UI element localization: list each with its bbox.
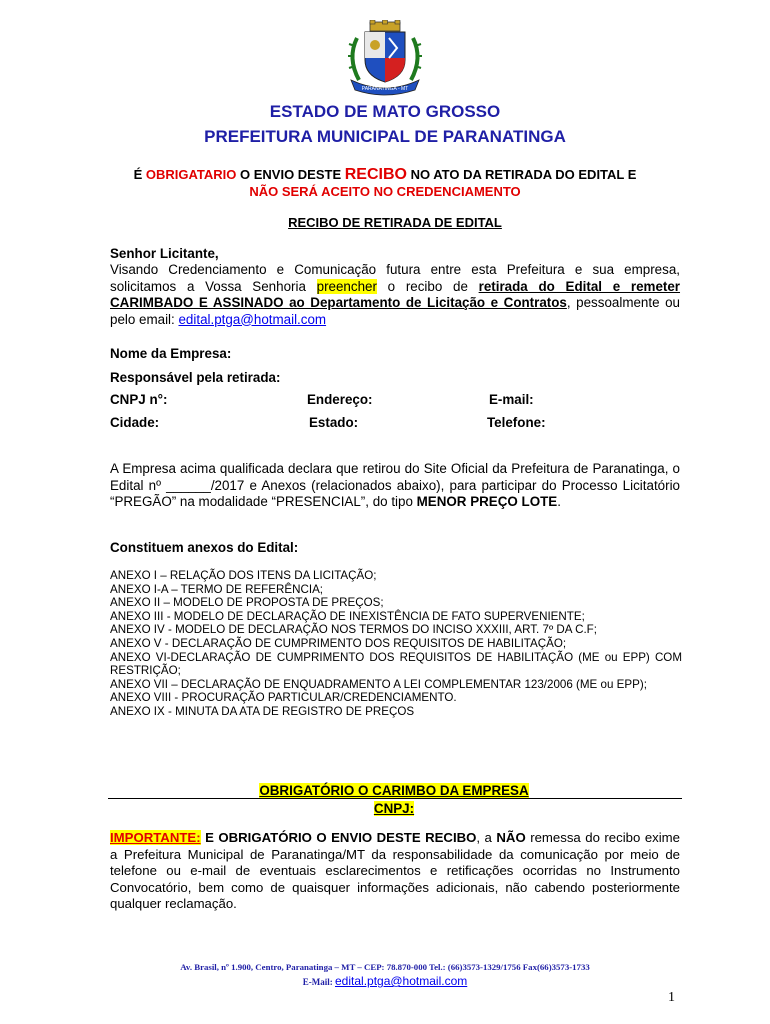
email-link[interactable]: edital.ptga@hotmail.com bbox=[178, 311, 327, 327]
svg-text:PARANATINGA - MT: PARANATINGA - MT bbox=[361, 86, 409, 92]
field-state: Estado: bbox=[309, 415, 359, 430]
field-email: E-mail: bbox=[489, 392, 534, 407]
list-item: ANEXO V - DECLARAÇÃO DE CUMPRIMENTO DOS REQUISITOS DE HABILITAÇÃO; bbox=[110, 636, 567, 650]
field-address: Endereço: bbox=[307, 392, 373, 407]
list-item: ANEXO IV - MODELO DE DECLARAÇÃO NOS TERMOS DO INCISO XXXIII, ART. 7º DA C.F; bbox=[110, 623, 597, 637]
list-item: ANEXO III - MODELO DE DECLARAÇÃO DE INEXISTÊNCIA DE FATO SUPERVENIENTE; bbox=[110, 609, 585, 623]
municipal-coat-of-arms bbox=[343, 20, 427, 96]
municipality-title: PREFEITURA MUNICIPAL DE PARANATINGA bbox=[204, 127, 566, 146]
stamp-cnpj-label: CNPJ: bbox=[373, 801, 415, 816]
list-item: ANEXO VII – DECLARAÇÃO DE ENQUADRAMENTO A LEI COMPLEMENTAR 123/2006 (ME ou EPP); bbox=[110, 677, 647, 691]
obligation-notice-line1: É OBRIGATARIO O ENVIO DESTE RECIBO NO ATO DA RETIRADA DO EDITAL E bbox=[133, 166, 637, 183]
obligation-notice-line2: NÃO SERÁ ACEITO NO CREDENCIAMENTO bbox=[249, 184, 521, 199]
stamp-required-label: OBRIGATÓRIO O CARIMBO DA EMPRESA bbox=[259, 783, 529, 798]
intro-paragraph: Visando Credenciamento e Comunicação futura entre esta Prefeitura e sua empresa, solicitamos a Vossa Senhoria preencher o recibo de retirada do Edital e remeter CARIMBADO E ASSINADO ao Departamento de Licitação e Contratos, pessoalmente ou pelo email: edital.ptga@hotmail.com bbox=[110, 262, 681, 327]
list-item: ANEXO I-A – TERMO DE REFERÊNCIA; bbox=[110, 582, 324, 596]
list-item: ANEXO I – RELAÇÃO DOS ITENS DA LICITAÇÃO; bbox=[110, 569, 377, 582]
footer-email-line: E-Mail: edital.ptga@hotmail.com bbox=[302, 974, 468, 988]
field-city: Cidade: bbox=[110, 415, 160, 430]
footer-address: Av. Brasil, nº 1.900, Centro, Paranatinga – MT – CEP: 78.870-000 Tel.: (66)3573-1329/1756 Fax(66)3573-1733 bbox=[180, 962, 590, 972]
greeting: Senhor Licitante, bbox=[110, 246, 219, 261]
annex-list bbox=[110, 569, 682, 719]
receipt-title: RECIBO DE RETIRADA DE EDITAL bbox=[288, 215, 502, 230]
list-item: ANEXO VIII - PROCURAÇÃO PARTICULAR/CREDENCIAMENTO. bbox=[110, 691, 457, 705]
declaration-paragraph: A Empresa acima qualificada declara que retirou do Site Oficial da Prefeitura de Paranatinga, o Edital nº ______/2017 e Anexos (relacionados abaixo), para participar do Processo Licitatório “PREGÃO” na modalidade “PRESENCIAL”, do tipo MENOR PREÇO LOTE. bbox=[110, 461, 680, 509]
obligation-notice bbox=[0, 166, 770, 200]
page-number: 1 bbox=[668, 990, 675, 1005]
stamp-divider bbox=[108, 798, 682, 799]
list-item: ANEXO VI-DECLARAÇÃO DE CUMPRIMENTO DOS REQUISITOS DE HABILITAÇÃO (ME ou EPP) COM RESTRIÇÃO; bbox=[110, 650, 682, 678]
important-paragraph: IMPORTANTE: E OBRIGATÓRIO O ENVIO DESTE RECIBO, a NÃO remessa do recibo exime a Prefeitura Municipal de Paranatinga/MT da responsabilidade da comunicação por meio de telefone ou e-mail de eventuais esclarecimentos e retificações ocorridas no Instrumento Convocatório, bem como de quaisquer informações adicionais, não cabendo posteriormente qualquer reclamação. bbox=[110, 830, 680, 911]
list-item: ANEXO IX - MINUTA DA ATA DE REGISTRO DE PREÇOS bbox=[110, 704, 415, 718]
highlighted-word: preencher bbox=[316, 278, 377, 294]
list-item: ANEXO II – MODELO DE PROPOSTA DE PREÇOS; bbox=[110, 596, 384, 610]
field-responsible: Responsável pela retirada: bbox=[110, 370, 281, 385]
field-company-name: Nome da Empresa: bbox=[110, 346, 232, 361]
footer-email-link[interactable]: edital.ptga@hotmail.com bbox=[335, 974, 468, 988]
field-phone: Telefone: bbox=[487, 415, 546, 430]
annexes-title: Constituem anexos do Edital: bbox=[110, 540, 299, 555]
important-label: IMPORTANTE: bbox=[110, 830, 201, 845]
state-title: ESTADO DE MATO GROSSO bbox=[269, 102, 501, 121]
field-cnpj: CNPJ n°: bbox=[110, 392, 168, 407]
